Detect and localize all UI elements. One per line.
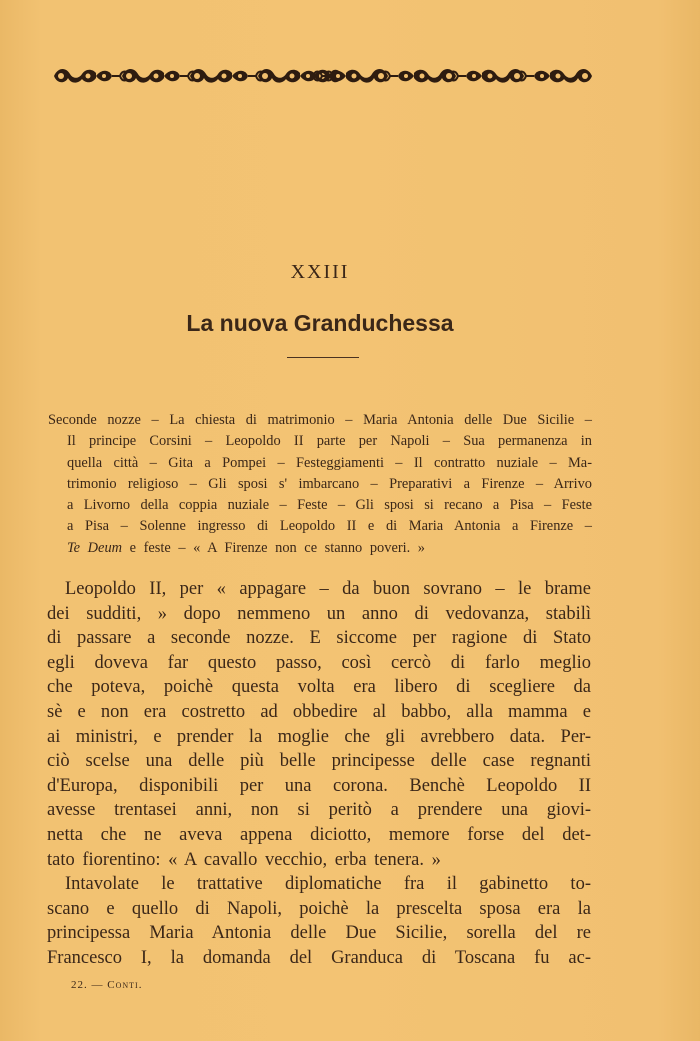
- summary-line: [48, 538, 592, 559]
- summary-line: a Pisa – Solenne ingresso di Leopoldo II e di Maria Antonia a Firenze –: [67, 518, 592, 535]
- body-line: avesse trentasei anni, non si peritò a prendere una giovi-: [47, 800, 591, 821]
- summary-line: Il principe Corsini – Leopoldo II parte per Napoli – Sua permanenza in: [67, 433, 592, 450]
- body-line: ai ministri, e prender la moglie che gli avrebbero data. Per-: [47, 726, 591, 747]
- summary-line: a Livorno della coppia nuziale – Feste – Gli sposi si recano a Pisa – Feste: [67, 497, 592, 514]
- chapter-summary: [48, 410, 592, 559]
- body-line: Leopoldo II, per « appagare – da buon sovrano – le brame: [65, 579, 591, 599]
- title-divider: [287, 357, 359, 358]
- signature-text: 22. — Conti.: [71, 979, 143, 991]
- body-line: Francesco I, la domanda del Granduca di Toscana fu ac-: [47, 947, 591, 968]
- body-line: principessa Maria Antonia delle Due Sicilie, sorella del re: [47, 923, 591, 944]
- summary-line: trimonio religioso – Gli sposi s' imbarcano – Preparativi a Firenze – Arrivo: [67, 475, 592, 492]
- body-line: di passare a seconde nozze. E siccome per ragione di Stato: [47, 628, 591, 649]
- chapter-number: XXIII: [290, 261, 350, 283]
- summary-line: quella città – Gita a Pompei – Festeggiamenti – Il contratto nuziale – Ma-: [67, 454, 592, 471]
- body-line: tato fiorentino: « A cavallo vecchio, erba tenera. »: [47, 849, 441, 870]
- body-line: Intavolate le trattative diplomatiche fra il gabinetto to-: [65, 874, 591, 895]
- body-line: ciò scelse una delle più belle principesse delle case regnanti: [47, 751, 591, 772]
- body-line: scano e quello di Napoli, poichè la prescelta sposa era la: [47, 898, 591, 919]
- body-text: [47, 577, 591, 971]
- signature-mark: [71, 979, 142, 991]
- decorative-vine-border-icon: [52, 64, 594, 88]
- body-line: netta che ne aveva appena diciotto, memore forse del det-: [47, 824, 591, 845]
- chapter-title: La nuova Granduchessa: [186, 310, 454, 336]
- summary-line: Seconde nozze – La chiesta di matrimonio – Maria Antonia delle Due Sicilie –: [48, 412, 592, 428]
- body-line: dei sudditi, » dopo nemmeno un anno di vedovanza, stabilì: [47, 603, 591, 624]
- summary-italic-text: Te Deum: [67, 539, 123, 556]
- body-line: egli doveva far questo passo, così cercò di farlo meglio: [47, 652, 591, 673]
- body-line: sè e non era costretto ad obbedire al babbo, alla mamma e: [47, 701, 591, 722]
- body-line: che poteva, poichè questa volta era libero di scegliere da: [47, 677, 591, 698]
- body-line: d'Europa, disponibili per una corona. Benchè Leopoldo II: [47, 775, 591, 796]
- summary-text: e feste – « A Firenze non ce stanno poveri. »: [122, 539, 426, 556]
